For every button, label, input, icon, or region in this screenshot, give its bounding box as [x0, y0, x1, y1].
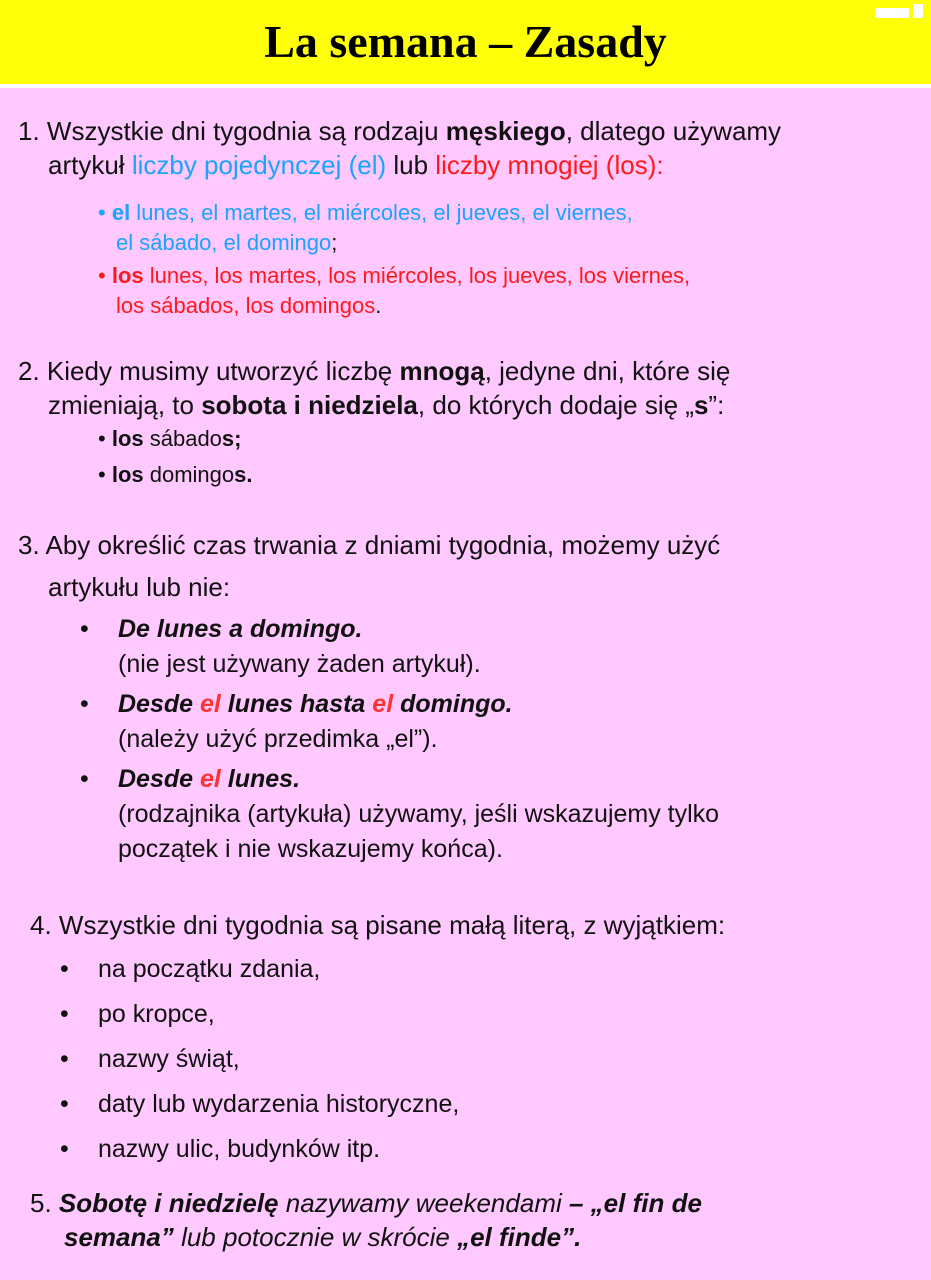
duration-example-1	[80, 612, 920, 682]
bullet-icon: •	[60, 1045, 69, 1073]
rule-3-line-1	[18, 528, 923, 562]
bullet-icon: •	[80, 615, 89, 643]
list-item-text: na początku zdania,	[98, 955, 321, 983]
duration-example-2	[80, 687, 920, 757]
plural-example-line-1	[98, 261, 918, 291]
rule-number: 2.	[18, 356, 40, 386]
bold-suffix: s;	[221, 426, 242, 451]
bullet-icon: •	[98, 462, 106, 487]
example-note: (nie jest używany żaden artykuł).	[118, 650, 481, 678]
plural-change-list	[98, 424, 898, 490]
bullet-icon: •	[60, 955, 69, 983]
bold-suffix: s.	[234, 462, 253, 487]
bullet-icon: •	[60, 1000, 69, 1028]
singular-example-line-1	[98, 198, 918, 228]
article-el: el	[199, 690, 221, 718]
rule-number: 1.	[18, 116, 40, 146]
rule-1-line-2	[18, 148, 923, 182]
bold-term: s	[693, 390, 709, 420]
bold-italic-term: Sobotę i niedzielę	[58, 1188, 279, 1218]
rule-2	[18, 354, 923, 422]
example-text: lunes, los martes, los miércoles, los jueves, los viernes,	[143, 263, 691, 288]
article-los: los	[111, 462, 144, 487]
rule-5	[30, 1186, 925, 1254]
rule-text: , do których dodaje się „	[417, 390, 694, 420]
rule-number: 3.	[18, 530, 40, 560]
rule-number: 5.	[30, 1188, 52, 1218]
example-note-line	[80, 647, 920, 682]
bold-italic-term: semana”	[64, 1222, 174, 1252]
list-item	[60, 1132, 900, 1177]
bullet-icon: •	[80, 765, 89, 793]
rule-2-line-1	[18, 354, 923, 388]
bold-term: sobota i niedziela	[201, 390, 418, 420]
rule-4	[30, 908, 925, 942]
example-note-line	[80, 832, 925, 867]
punctuation: ;	[331, 230, 338, 255]
plural-example-line-2	[98, 291, 918, 321]
spanish-example: De lunes a domingo.	[118, 615, 363, 643]
example-line	[80, 687, 920, 722]
rule-text: , dlatego używamy	[565, 116, 782, 146]
bold-term: mnogą	[399, 356, 485, 386]
list-item	[60, 952, 900, 997]
singular-label: liczby pojedynczej (el)	[131, 150, 387, 180]
title-banner	[0, 0, 931, 88]
article-el: el	[372, 690, 394, 718]
singular-example	[98, 198, 918, 258]
corner-mark-graphic	[875, 4, 925, 24]
punctuation: .	[375, 293, 382, 318]
list-item	[60, 1087, 900, 1132]
duration-example-3	[80, 762, 925, 867]
rule-3-line-2	[18, 570, 923, 604]
bullet-icon: •	[60, 1090, 69, 1118]
article-el: el	[199, 765, 221, 793]
article-el: el	[111, 200, 131, 225]
rule-text: ”:	[708, 390, 725, 420]
example-note-line	[80, 797, 925, 832]
plural-example	[98, 261, 918, 321]
bullet-icon: •	[98, 426, 106, 451]
rule-text: Wszystkie dni tygodnia są pisane małą literą, z wyjątkiem:	[58, 910, 726, 940]
article-los: los	[111, 263, 144, 288]
example-text: domingo	[143, 462, 235, 487]
example-line	[80, 612, 920, 647]
rule-3	[18, 528, 923, 604]
example-note: początek i nie wskazujemy końca).	[118, 835, 503, 863]
rule-text: lub	[386, 150, 436, 180]
rule-text: , jedyne dni, które się	[484, 356, 731, 386]
rule-1	[18, 114, 923, 182]
list-item-text: po kropce,	[98, 1000, 215, 1028]
example-note-line	[80, 722, 920, 757]
spanish-example: Desde	[118, 690, 200, 718]
example-note: (należy użyć przedimka „el”).	[118, 725, 438, 753]
rule-text: Aby określić czas trwania z dniami tygodnia, możemy użyć	[45, 530, 721, 560]
bold-italic-term: „el finde”.	[457, 1222, 582, 1252]
spanish-example: lunes.	[220, 765, 301, 793]
bullet-icon: •	[60, 1135, 69, 1163]
list-item-text: nazwy ulic, budynków itp.	[98, 1135, 381, 1163]
spanish-example: Desde	[118, 765, 200, 793]
rule-2-line-2	[18, 388, 923, 422]
bullet-icon: •	[98, 200, 106, 225]
rule-text: Wszystkie dni tygodnia są rodzaju	[46, 116, 446, 146]
bold-term: męskiego	[445, 116, 566, 146]
list-item	[60, 997, 900, 1042]
list-item-text: daty lub wydarzenia historyczne,	[98, 1090, 460, 1118]
rule-text: zmieniają, to	[48, 390, 202, 420]
plural-label: liczby mnogiej (los):	[435, 150, 664, 180]
list-item-text: nazwy świąt,	[98, 1045, 240, 1073]
list-item	[98, 424, 898, 454]
capitalization-list	[60, 952, 900, 1177]
example-text: lunes, el martes, el miércoles, el jueves, el viernes,	[130, 200, 633, 225]
rule-5-line-1	[30, 1186, 925, 1220]
italic-text: lub potocznie w skrócie	[173, 1222, 458, 1252]
example-text: el sábado, el domingo	[116, 230, 332, 255]
italic-text: nazywamy weekendami	[278, 1188, 569, 1218]
rule-text: artykułu lub nie:	[48, 572, 231, 602]
rule-number: 4.	[30, 910, 52, 940]
example-text: los sábados, los domingos	[116, 293, 376, 318]
spanish-example: domingo.	[393, 690, 513, 718]
rule-1-line-1	[18, 114, 923, 148]
list-item	[98, 460, 898, 490]
bullet-icon: •	[80, 690, 89, 718]
rule-text: Kiedy musimy utworzyć liczbę	[46, 356, 400, 386]
example-line	[80, 762, 925, 797]
article-los: los	[111, 426, 144, 451]
page-title: La semana – Zasady	[264, 16, 667, 67]
bold-italic-term: – „el fin de	[568, 1188, 702, 1218]
example-note: (rodzajnika (artykuła) używamy, jeśli wskazujemy tylko	[118, 800, 720, 828]
bullet-icon: •	[98, 263, 106, 288]
singular-example-line-2	[98, 228, 918, 258]
spanish-example: lunes hasta	[220, 690, 373, 718]
rule-5-line-2	[30, 1220, 925, 1254]
rule-text: artykuł	[48, 150, 132, 180]
list-item	[60, 1042, 900, 1087]
example-text: sábado	[143, 426, 222, 451]
